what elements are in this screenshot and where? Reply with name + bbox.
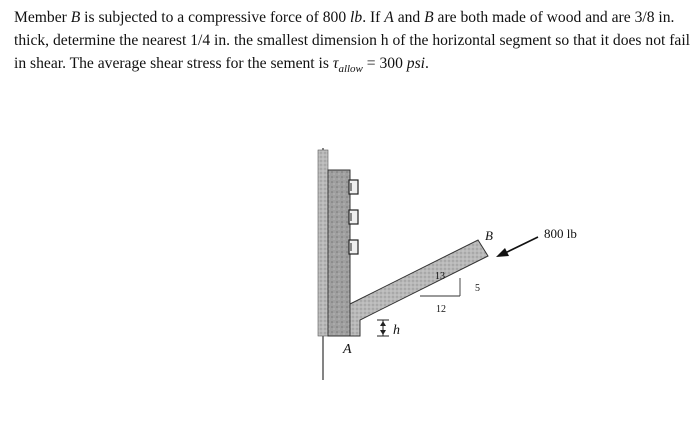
problem-statement (14, 6, 690, 81)
member-a-variable: A (384, 9, 394, 26)
slope-run-label: 12 (436, 304, 446, 315)
text-run: Member (14, 9, 71, 26)
fastener (349, 180, 358, 194)
slope-hypotenuse-label: 13 (435, 271, 445, 282)
force-arrow-head (496, 248, 509, 257)
label-a: A (343, 342, 352, 357)
force-label: 800 lb (544, 226, 577, 241)
text-run: are both made of wood and are 3/8 in. thick, determine the nearest 1/4 in. the smallest dimension h of the horizontal segment so that it does not fail in shear. The average shear stress for the sement is (14, 9, 691, 72)
dimension-h (377, 320, 400, 338)
tau-glyph: τ (332, 55, 339, 72)
slope-rise-label: 5 (475, 283, 480, 294)
text-run: . If (362, 9, 385, 26)
dim-h-arrow-bottom (380, 330, 386, 335)
fastener (349, 210, 358, 224)
member-diagram (300, 140, 620, 390)
member-a (328, 170, 350, 336)
member-b-variable: B (424, 9, 434, 26)
wall-hatching (318, 150, 328, 336)
unit-psi: psi (406, 55, 425, 72)
force-arrow (496, 226, 577, 257)
problem-text (14, 6, 690, 81)
fasteners (349, 180, 358, 254)
diagram-svg (300, 140, 620, 390)
dim-h-arrow-top (380, 321, 386, 326)
text-run: and (393, 9, 425, 26)
fastener (349, 240, 358, 254)
text-run: . (424, 55, 429, 72)
member-b-variable: B (70, 9, 81, 26)
dim-h-label: h (393, 323, 400, 338)
force-arrow-shaft (503, 237, 538, 254)
text-run: is subjected to a compressive force of 800 (80, 9, 351, 26)
unit-lb: lb (350, 9, 363, 26)
tau-allow-symbol (332, 55, 363, 76)
member-b (350, 240, 488, 336)
tau-subscript: allow (338, 63, 363, 76)
text-run: = 300 (362, 55, 407, 72)
label-b: B (485, 228, 493, 243)
